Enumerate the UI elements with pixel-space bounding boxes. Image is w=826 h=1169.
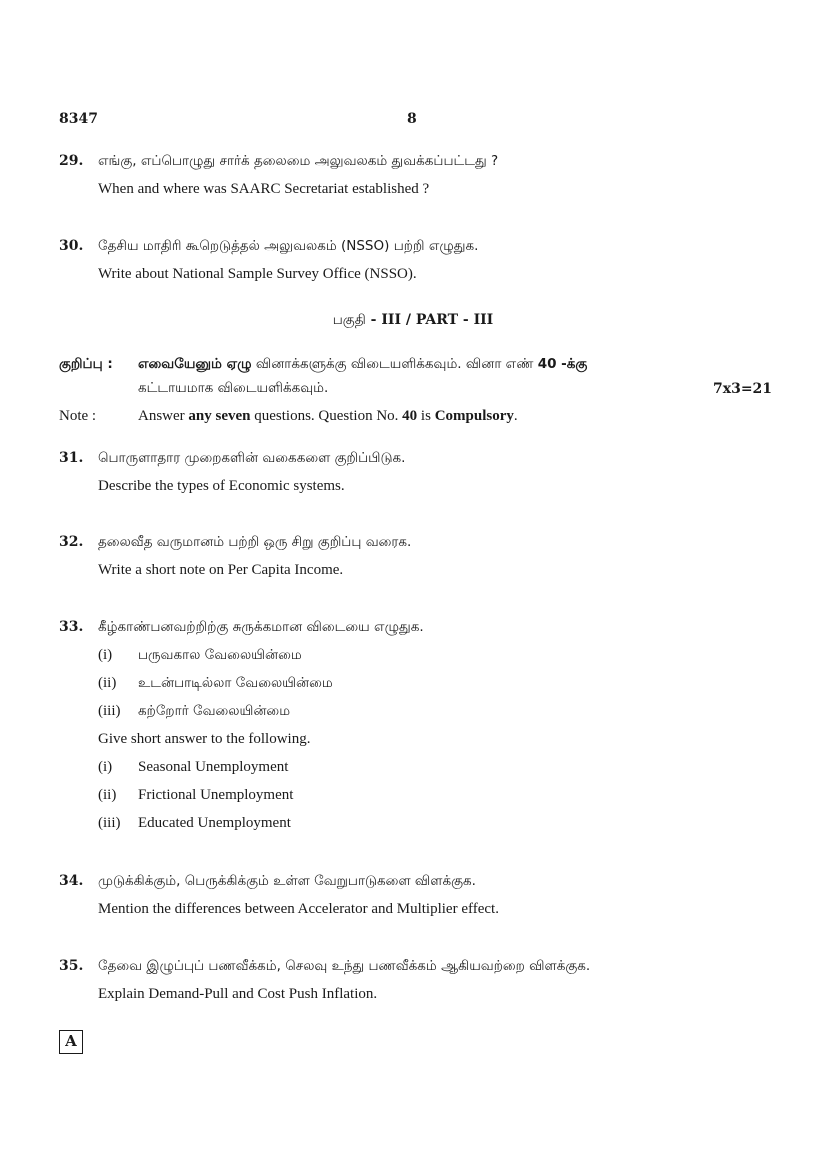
question-text-tamil: தேவை இழுப்புப் பணவீக்கம், செலவு உந்து பணவீக்கம் ஆகியவற்றை விளக்குக. — [98, 958, 591, 974]
note-bold-any-seven: any seven — [188, 408, 251, 424]
question-number: 33. — [59, 619, 84, 635]
question-number: 31. — [59, 450, 84, 466]
question-text-tamil: கீழ்காண்பனவற்றிற்கு சுருக்கமான விடையை எழுதுக. — [98, 619, 424, 635]
note-label-tamil: குறிப்பு : — [59, 356, 113, 372]
question-text-english: Write about National Sample Survey Office (NSSO). — [98, 266, 417, 282]
question-text-english: Describe the types of Economic systems. — [98, 478, 345, 494]
sub-item-english: Seasonal Unemployment — [138, 759, 289, 775]
question-text-tamil: முடுக்கிக்கும், பெருக்கிக்கும் உள்ள வேறுபாடுகளை விளக்குக. — [98, 873, 476, 889]
part-heading — [0, 312, 826, 330]
note-text-english: Answer any seven questions. Question No. 40 is Compulsory. — [138, 408, 518, 424]
sub-item-tamil: பருவகால வேலையின்மை — [138, 647, 302, 663]
note-bold-any-seven: எவையேனும் ஏழு — [138, 356, 252, 372]
part-heading-english: - III / PART - III — [365, 312, 494, 328]
note-line-2-tamil: கட்டாயமாக விடையளிக்கவும். — [138, 380, 329, 396]
question-text-tamil: தலைவீத வருமானம் பற்றி ஒரு சிறு குறிப்பு வரைக. — [98, 534, 412, 550]
question-number: 32. — [59, 534, 84, 550]
sub-item-roman: (iii) — [98, 815, 121, 831]
note-line-1-tamil — [138, 356, 587, 374]
note-label-english: Note : — [59, 408, 97, 424]
question-text-tamil: தேசிய மாதிரி கூறெடுத்தல் அலுவலகம் (NSSO) பற்றி எழுதுக. — [98, 238, 479, 254]
sub-item-roman: (ii) — [98, 787, 117, 803]
marks-allocation: 7x3=21 — [713, 381, 773, 397]
question-text-english: Write a short note on Per Capita Income. — [98, 562, 344, 578]
sub-item-roman: (iii) — [98, 703, 121, 719]
paper-code: 8347 — [59, 111, 98, 127]
question-text-english: When and where was SAARC Secretariat established ? — [98, 181, 430, 197]
sub-item-english: Educated Unemployment — [138, 815, 291, 831]
booklet-series-box: A — [59, 1030, 83, 1054]
page-number: 8 — [407, 111, 417, 127]
question-number: 30. — [59, 238, 84, 254]
sub-item-roman: (i) — [98, 647, 113, 663]
note-bold-compulsory: Compulsory — [434, 408, 514, 424]
question-text-english: Mention the differences between Accelerator and Multiplier effect. — [98, 901, 499, 917]
sub-item-tamil: உடன்பாடில்லா வேலையின்மை — [138, 675, 333, 691]
question-text-tamil: பொருளாதார முறைகளின் வகைகளை குறிப்பிடுக. — [98, 450, 406, 466]
sub-item-english: Frictional Unemployment — [138, 787, 294, 803]
note-bold-question-number: 40 — [402, 408, 418, 424]
question-text-tamil: எங்கு, எப்பொழுது சார்க் தலைமை அலுவலகம் துவக்கப்பட்டது ? — [98, 153, 499, 169]
part-heading-tamil: பகுதி — [332, 312, 366, 328]
question-number: 29. — [59, 153, 84, 169]
sub-item-tamil: கற்றோர் வேலையின்மை — [138, 703, 291, 719]
note-bold-compulsory-number: 40 -க்கு — [537, 356, 588, 372]
question-text-english: Give short answer to the following. — [98, 731, 311, 747]
question-text-english: Explain Demand-Pull and Cost Push Inflation. — [98, 986, 378, 1002]
note-text: வினாக்களுக்கு விடையளிக்கவும். வினா எண் — [251, 356, 538, 372]
question-number: 34. — [59, 873, 84, 889]
sub-item-roman: (i) — [98, 759, 113, 775]
question-number: 35. — [59, 958, 84, 974]
sub-item-roman: (ii) — [98, 675, 117, 691]
